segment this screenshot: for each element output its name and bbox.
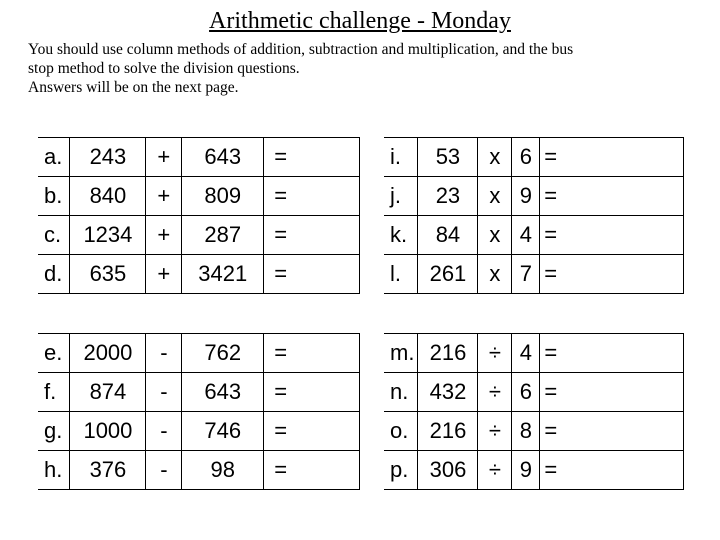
question-row (384, 334, 684, 373)
operand-2: 8 (512, 412, 540, 451)
operator: - (146, 451, 182, 490)
question-label: a. (38, 138, 70, 177)
instructions (28, 40, 698, 97)
question-label: g. (38, 412, 70, 451)
operator: x (478, 177, 512, 216)
operand-1: 84 (418, 216, 478, 255)
division-table (384, 333, 684, 490)
instruction-line: You should use column methods of addition, subtraction and multiplication, and the bus (28, 41, 574, 58)
question-label: c. (38, 216, 70, 255)
operand-2: 287 (182, 216, 264, 255)
operator: + (146, 177, 182, 216)
question-label: e. (38, 334, 70, 373)
instruction-line: stop method to solve the division questions. (28, 60, 300, 77)
equals-answer-cell[interactable]: = (264, 138, 360, 177)
operand-2: 4 (512, 334, 540, 373)
question-label: m. (384, 334, 418, 373)
operand-1: 243 (70, 138, 146, 177)
question-label: n. (384, 373, 418, 412)
equals-answer-cell[interactable]: = (540, 138, 684, 177)
operator: + (146, 138, 182, 177)
equals-answer-cell[interactable]: = (264, 412, 360, 451)
operator: ÷ (478, 373, 512, 412)
operand-2: 9 (512, 177, 540, 216)
operator: x (478, 216, 512, 255)
operator: + (146, 216, 182, 255)
question-label: f. (38, 373, 70, 412)
operand-2: 4 (512, 216, 540, 255)
equals-answer-cell[interactable]: = (540, 177, 684, 216)
operator: - (146, 334, 182, 373)
operand-2: 9 (512, 451, 540, 490)
equals-answer-cell[interactable]: = (264, 255, 360, 294)
equals-answer-cell[interactable]: = (540, 451, 684, 490)
operand-2: 98 (182, 451, 264, 490)
question-label: k. (384, 216, 418, 255)
question-label: j. (384, 177, 418, 216)
equals-answer-cell[interactable]: = (540, 412, 684, 451)
question-row (384, 177, 684, 216)
equals-answer-cell[interactable]: = (264, 373, 360, 412)
question-row (384, 255, 684, 294)
operator: ÷ (478, 451, 512, 490)
operator: - (146, 373, 182, 412)
operand-2: 643 (182, 373, 264, 412)
question-row (38, 138, 360, 177)
operand-2: 7 (512, 255, 540, 294)
question-row (38, 451, 360, 490)
question-label: h. (38, 451, 70, 490)
question-row (38, 216, 360, 255)
operand-1: 635 (70, 255, 146, 294)
question-row (384, 451, 684, 490)
operand-1: 216 (418, 412, 478, 451)
question-label: o. (384, 412, 418, 451)
operand-1: 23 (418, 177, 478, 216)
question-label: p. (384, 451, 418, 490)
question-label: b. (38, 177, 70, 216)
operand-2: 3421 (182, 255, 264, 294)
operand-1: 261 (418, 255, 478, 294)
operand-2: 809 (182, 177, 264, 216)
page-title: Arithmetic challenge - Monday (209, 8, 511, 34)
instruction-line: Answers will be on the next page. (28, 79, 239, 96)
operand-2: 762 (182, 334, 264, 373)
operand-1: 1000 (70, 412, 146, 451)
question-label: i. (384, 138, 418, 177)
operator: x (478, 138, 512, 177)
addition-table (38, 137, 360, 294)
question-row (38, 373, 360, 412)
operand-2: 746 (182, 412, 264, 451)
operator: - (146, 412, 182, 451)
operand-1: 2000 (70, 334, 146, 373)
question-row (384, 216, 684, 255)
operator: ÷ (478, 334, 512, 373)
operand-1: 1234 (70, 216, 146, 255)
equals-answer-cell[interactable]: = (264, 334, 360, 373)
question-row (384, 373, 684, 412)
question-row (38, 334, 360, 373)
operator: ÷ (478, 412, 512, 451)
equals-answer-cell[interactable]: = (540, 255, 684, 294)
question-row (384, 138, 684, 177)
operand-1: 216 (418, 334, 478, 373)
multiplication-table (384, 137, 684, 294)
equals-answer-cell[interactable]: = (264, 177, 360, 216)
equals-answer-cell[interactable]: = (540, 334, 684, 373)
subtraction-table (38, 333, 360, 490)
question-label: l. (384, 255, 418, 294)
operand-2: 6 (512, 138, 540, 177)
operand-1: 53 (418, 138, 478, 177)
operand-1: 376 (70, 451, 146, 490)
equals-answer-cell[interactable]: = (264, 451, 360, 490)
operand-2: 643 (182, 138, 264, 177)
operand-2: 6 (512, 373, 540, 412)
question-label: d. (38, 255, 70, 294)
equals-answer-cell[interactable]: = (264, 216, 360, 255)
operand-1: 432 (418, 373, 478, 412)
operator: + (146, 255, 182, 294)
operand-1: 874 (70, 373, 146, 412)
equals-answer-cell[interactable]: = (540, 373, 684, 412)
question-row (38, 177, 360, 216)
operand-1: 840 (70, 177, 146, 216)
equals-answer-cell[interactable]: = (540, 216, 684, 255)
question-row (38, 255, 360, 294)
question-row (38, 412, 360, 451)
question-row (384, 412, 684, 451)
operator: x (478, 255, 512, 294)
operand-1: 306 (418, 451, 478, 490)
